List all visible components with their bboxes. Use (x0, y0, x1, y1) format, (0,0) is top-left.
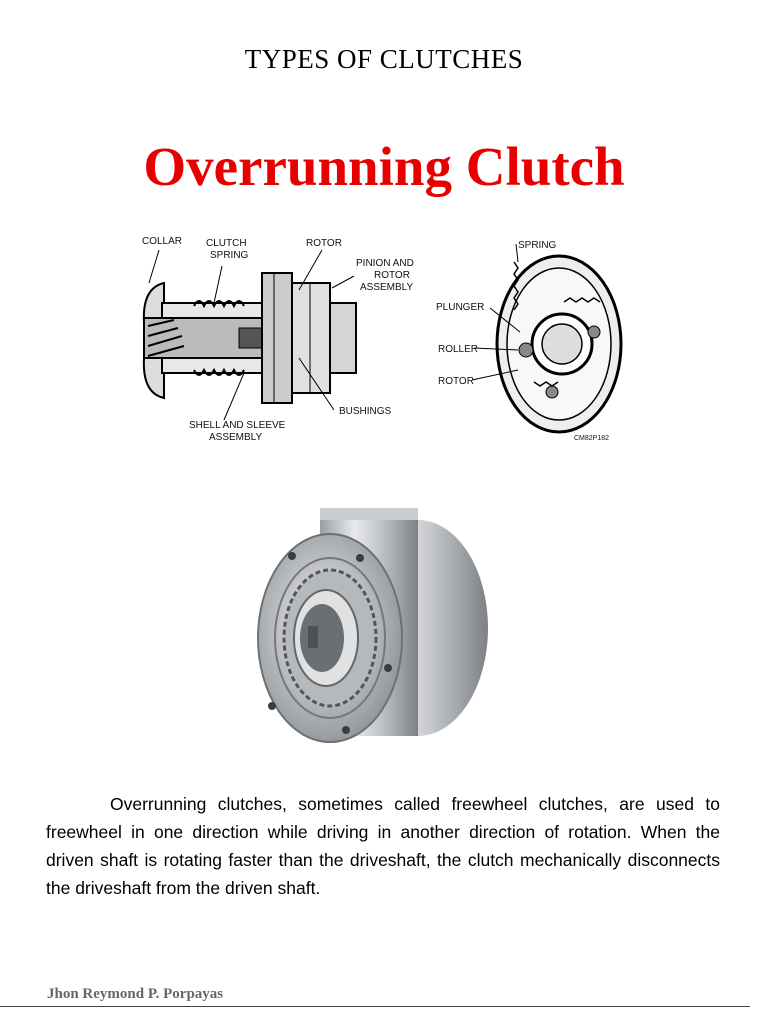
label-roller: ROLLER (438, 344, 479, 355)
label-clutch-spring-1: CLUTCH (206, 238, 247, 249)
body-paragraph: Overrunning clutches, sometimes called freewheel clutches, are used to freewheel in one direction while driving in another direction of rotation. When the driven shaft is rotating faster than the driveshaft, the clutch mechanically disconnects the driveshaft from the driven shaft. (46, 794, 720, 898)
page-title: Overrunning Clutch (143, 136, 625, 197)
label-pinion-3: ASSEMBLY (360, 282, 414, 293)
label-code: CM82P182 (574, 435, 610, 442)
author-name: Jhon Reymond P. Porpayas (47, 986, 224, 1002)
label-rotor-right: ROTOR (438, 376, 474, 387)
footer-rule (0, 1006, 750, 1007)
label-clutch-spring-2: SPRING (210, 250, 249, 261)
label-spring: SPRING (518, 240, 557, 251)
clutch-front-view-diagram (434, 232, 634, 447)
label-bushings: BUSHINGS (339, 406, 392, 417)
label-rotor: ROTOR (306, 238, 342, 249)
label-pinion-2: ROTOR (374, 270, 410, 281)
page-header: TYPES OF CLUTCHES (244, 44, 524, 74)
label-shell-1: SHELL AND SLEEVE (189, 420, 286, 431)
overrunning-clutch-photo (250, 498, 490, 758)
label-pinion-1: PINION AND (356, 258, 414, 269)
label-collar: COLLAR (142, 236, 183, 247)
label-plunger: PLUNGER (436, 302, 485, 313)
label-shell-2: ASSEMBLY (209, 432, 263, 443)
clutch-cutaway-diagram (134, 228, 424, 453)
